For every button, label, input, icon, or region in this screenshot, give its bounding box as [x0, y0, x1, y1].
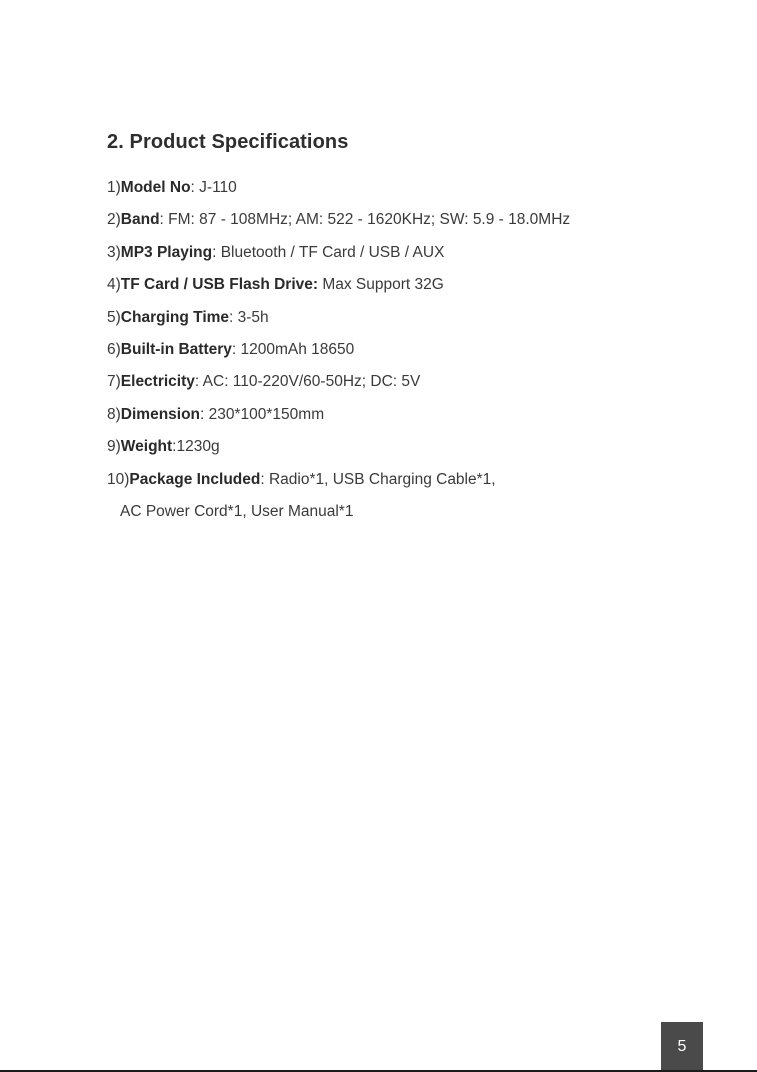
spec-item-weight — [107, 431, 727, 463]
spec-value: : FM: 87 - 108MHz; AM: 522 - 1620KHz; SW: 5.9 - 18.0MHz — [159, 211, 571, 229]
spec-label: Model No — [120, 179, 191, 196]
spec-label: Built-in Battery — [120, 341, 232, 359]
spec-number: 1) — [107, 179, 121, 196]
spec-number: 8) — [107, 405, 121, 423]
spec-item-mp3-playing — [107, 237, 727, 269]
spec-item-dimension — [107, 399, 727, 431]
spec-number: 6) — [107, 341, 121, 359]
spec-label: Package Included — [129, 470, 261, 488]
spec-value: : J-110 — [190, 179, 237, 196]
spec-list — [107, 172, 727, 528]
spec-label: Charging Time — [120, 308, 230, 326]
spec-label: TF Card / USB Flash Drive: — [120, 276, 319, 294]
spec-number: 3) — [107, 243, 121, 261]
spec-label: Band — [120, 211, 160, 229]
spec-value: Max Support 32G — [318, 276, 444, 294]
page-number: 5 — [661, 1022, 703, 1072]
spec-value: : Bluetooth / TF Card / USB / AUX — [212, 243, 445, 261]
spec-number: 5) — [107, 308, 121, 326]
spec-value: : 3-5h — [229, 308, 269, 326]
spec-item-electricity — [107, 366, 727, 398]
spec-item-package-included — [107, 464, 727, 529]
spec-label: Dimension — [120, 405, 201, 423]
spec-number: 7) — [107, 373, 121, 391]
spec-item-charging-time — [107, 302, 727, 334]
spec-value: : 1200mAh 18650 — [231, 341, 355, 359]
spec-number: 9) — [107, 438, 121, 456]
spec-value: : 230*100*150mm — [200, 405, 325, 423]
spec-item-storage — [107, 269, 727, 301]
spec-number: 10) — [107, 470, 130, 488]
spec-value: :1230g — [172, 438, 220, 456]
spec-number: 2) — [107, 211, 121, 229]
spec-label: Weight — [120, 438, 173, 456]
product-specifications-section — [107, 128, 727, 528]
spec-label: Electricity — [120, 373, 195, 391]
spec-number: 4) — [107, 276, 121, 294]
spec-item-model-no — [107, 172, 727, 204]
spec-value: : AC: 110-220V/60-50Hz; DC: 5V — [194, 373, 421, 391]
spec-value: : Radio*1, USB Charging Cable*1, — [260, 470, 496, 488]
section-title: 2. Product Specifications — [107, 131, 349, 153]
spec-label: MP3 Playing — [120, 243, 213, 261]
spec-value-continuation: AC Power Cord*1, User Manual*1 — [120, 503, 354, 521]
spec-item-band — [107, 204, 727, 236]
spec-item-battery — [107, 334, 727, 366]
